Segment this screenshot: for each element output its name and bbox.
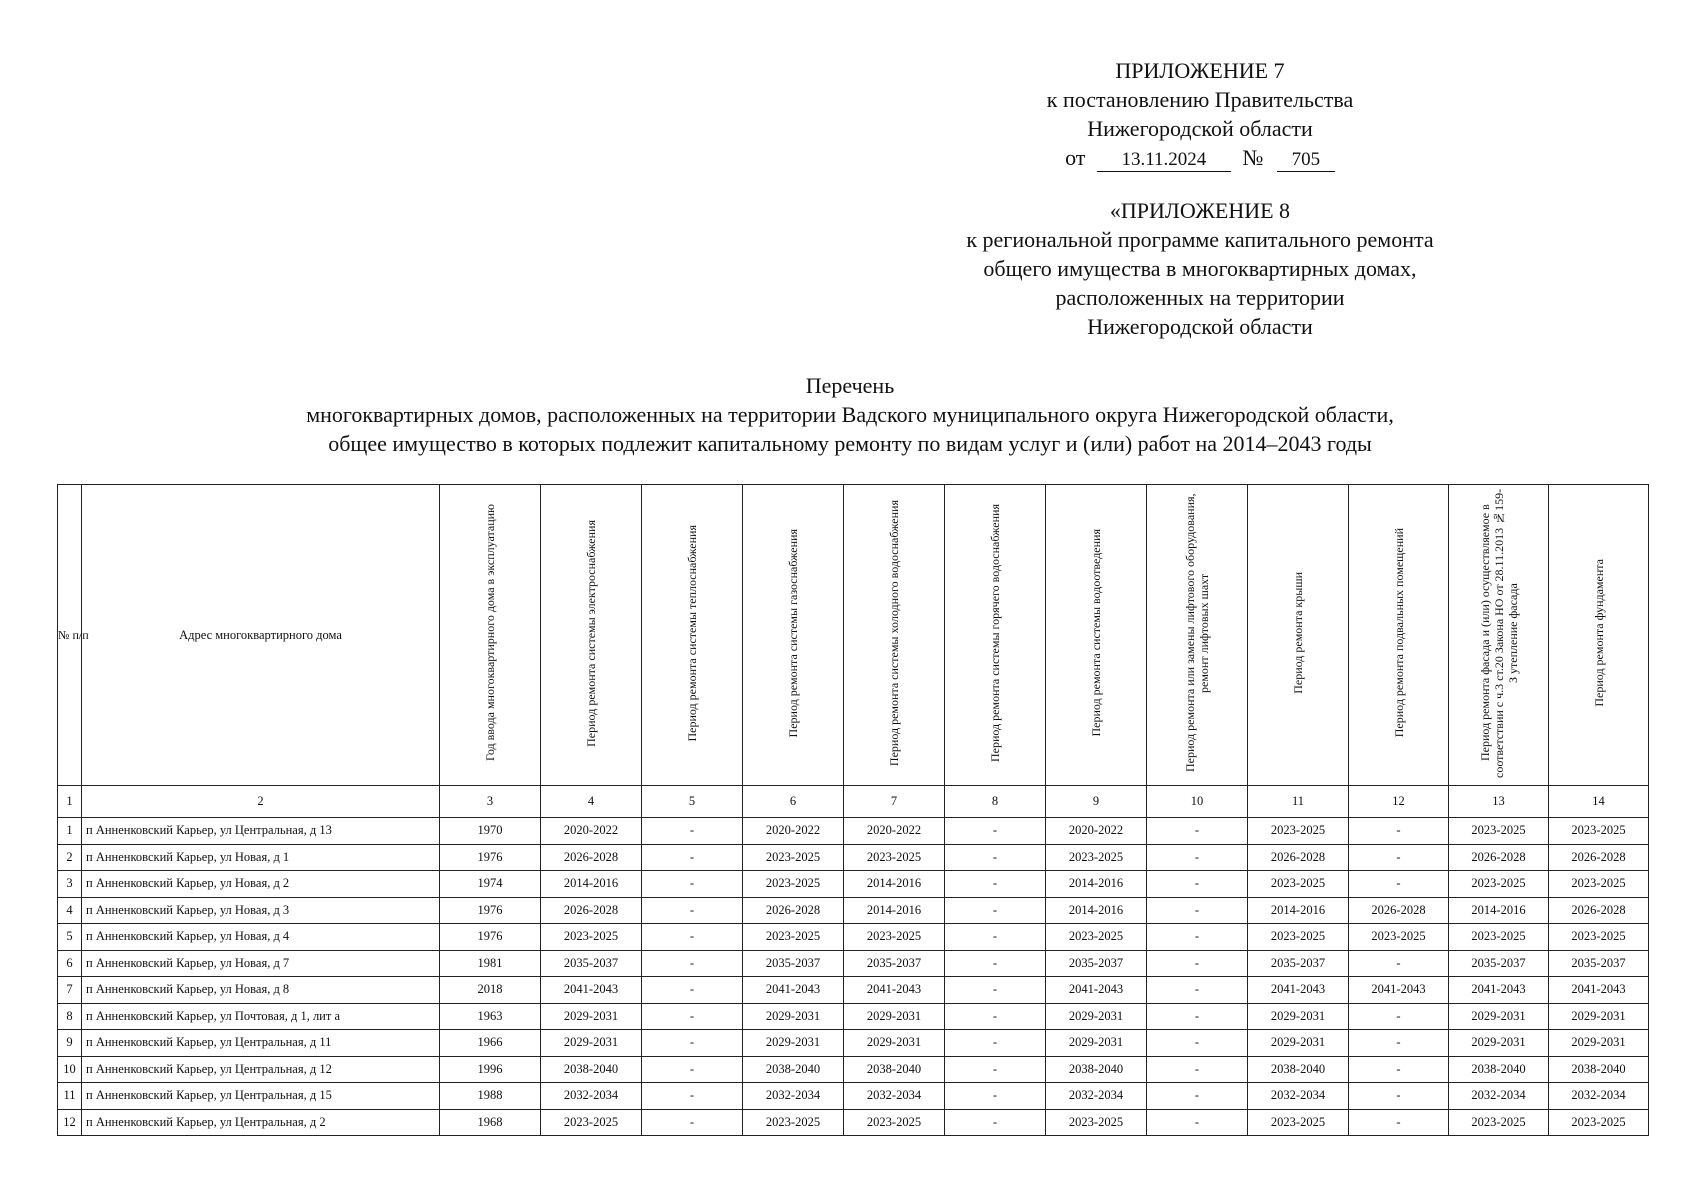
cell-foundation: 2035-2037 <box>1549 950 1649 977</box>
cell-facade: 2041-2043 <box>1449 977 1549 1004</box>
cell-basement: - <box>1349 950 1449 977</box>
cell-address: п Анненковский Карьер, ул Центральная, д 13 <box>82 818 440 845</box>
header-basement <box>1349 485 1449 786</box>
header-gas-text: Период ремонта системы газоснабжения <box>786 528 800 738</box>
cell-heating: - <box>642 1003 743 1030</box>
header-address: Адрес многоквартирного дома <box>82 485 440 786</box>
cell-year: 1970 <box>440 818 541 845</box>
cell-address: п Анненковский Карьер, ул Центральная, д 15 <box>82 1083 440 1110</box>
header-hot-water-text: Период ремонта системы горячего водоснабжения <box>988 503 1002 762</box>
cell-gas: 2023-2025 <box>743 844 844 871</box>
header-facade <box>1449 485 1549 786</box>
cell-cold-water: 2020-2022 <box>844 818 945 845</box>
cell-year: 1976 <box>440 897 541 924</box>
appendix-8-line-2: общего имущества в многоквартирных домах, <box>983 256 1417 281</box>
cell-row-number: 2 <box>58 844 82 871</box>
cell-basement: - <box>1349 1056 1449 1083</box>
list-title-line-3: общее имущество в которых подлежит капитальному ремонту по видам услуг и (или) работ на 2014–2043 годы <box>328 431 1372 456</box>
registry-table <box>57 484 1649 1136</box>
list-title <box>100 371 1600 458</box>
appendix-7-header <box>900 56 1500 172</box>
cell-roof: 2032-2034 <box>1248 1083 1349 1110</box>
cell-gas: 2023-2025 <box>743 1109 844 1136</box>
cell-heating: - <box>642 871 743 898</box>
cell-electricity: 2041-2043 <box>541 977 642 1004</box>
cell-gas: 2029-2031 <box>743 1030 844 1057</box>
cell-electricity: 2029-2031 <box>541 1003 642 1030</box>
table-row <box>58 818 1649 845</box>
cell-cold-water: 2023-2025 <box>844 924 945 951</box>
column-number: 8 <box>945 786 1046 818</box>
cell-basement: - <box>1349 1003 1449 1030</box>
table-row <box>58 950 1649 977</box>
cell-drainage: 2029-2031 <box>1046 1030 1147 1057</box>
cell-elevator: - <box>1147 1056 1248 1083</box>
cell-drainage: 2014-2016 <box>1046 871 1147 898</box>
cell-heating: - <box>642 844 743 871</box>
cell-gas: 2041-2043 <box>743 977 844 1004</box>
cell-year: 1988 <box>440 1083 541 1110</box>
column-number: 9 <box>1046 786 1147 818</box>
order-line <box>900 143 1500 172</box>
cell-address: п Анненковский Карьер, ул Центральная, д 2 <box>82 1109 440 1136</box>
cell-elevator: - <box>1147 844 1248 871</box>
cell-foundation: 2041-2043 <box>1549 977 1649 1004</box>
cell-facade: 2032-2034 <box>1449 1083 1549 1110</box>
cell-elevator: - <box>1147 897 1248 924</box>
cell-drainage: 2023-2025 <box>1046 844 1147 871</box>
cell-gas: 2023-2025 <box>743 871 844 898</box>
column-number: 3 <box>440 786 541 818</box>
cell-address: п Анненковский Карьер, ул Центральная, д 12 <box>82 1056 440 1083</box>
cell-address: п Анненковский Карьер, ул Центральная, д 11 <box>82 1030 440 1057</box>
cell-gas: 2029-2031 <box>743 1003 844 1030</box>
cell-year: 1963 <box>440 1003 541 1030</box>
column-number: 14 <box>1549 786 1649 818</box>
cell-elevator: - <box>1147 1109 1248 1136</box>
cell-address: п Анненковский Карьер, ул Новая, д 8 <box>82 977 440 1004</box>
cell-roof: 2035-2037 <box>1248 950 1349 977</box>
order-number: 705 <box>1277 149 1335 172</box>
cell-row-number: 7 <box>58 977 82 1004</box>
cell-hot-water: - <box>945 924 1046 951</box>
cell-hot-water: - <box>945 897 1046 924</box>
column-number-row <box>58 786 1649 818</box>
cell-cold-water: 2035-2037 <box>844 950 945 977</box>
cell-gas: 2035-2037 <box>743 950 844 977</box>
cell-electricity: 2026-2028 <box>541 844 642 871</box>
cell-foundation: 2038-2040 <box>1549 1056 1649 1083</box>
cell-drainage: 2023-2025 <box>1046 1109 1147 1136</box>
cell-roof: 2023-2025 <box>1248 1109 1349 1136</box>
cell-year: 1974 <box>440 871 541 898</box>
cell-foundation: 2023-2025 <box>1549 924 1649 951</box>
cell-hot-water: - <box>945 1030 1046 1057</box>
cell-basement: - <box>1349 1030 1449 1057</box>
cell-gas: 2026-2028 <box>743 897 844 924</box>
cell-electricity: 2038-2040 <box>541 1056 642 1083</box>
table-row <box>58 1030 1649 1057</box>
header-drainage-text: Период ремонта системы водоотведения <box>1089 529 1103 737</box>
table-body <box>58 818 1649 1136</box>
cell-row-number: 9 <box>58 1030 82 1057</box>
header-drainage <box>1046 485 1147 786</box>
order-from-label: от <box>1065 145 1086 170</box>
cell-facade: 2035-2037 <box>1449 950 1549 977</box>
cell-hot-water: - <box>945 871 1046 898</box>
cell-year: 1981 <box>440 950 541 977</box>
cell-heating: - <box>642 950 743 977</box>
cell-drainage: 2014-2016 <box>1046 897 1147 924</box>
order-number-sign: № <box>1242 145 1264 170</box>
cell-roof: 2029-2031 <box>1248 1030 1349 1057</box>
cell-row-number: 4 <box>58 897 82 924</box>
cell-basement: - <box>1349 1109 1449 1136</box>
cell-hot-water: - <box>945 1056 1046 1083</box>
cell-address: п Анненковский Карьер, ул Новая, д 7 <box>82 950 440 977</box>
cell-hot-water: - <box>945 1083 1046 1110</box>
appendix-8-header <box>900 196 1500 341</box>
cell-cold-water: 2041-2043 <box>844 977 945 1004</box>
table-row <box>58 977 1649 1004</box>
cell-foundation: 2023-2025 <box>1549 871 1649 898</box>
cell-roof: 2026-2028 <box>1248 844 1349 871</box>
table-header-row <box>58 485 1649 786</box>
cell-hot-water: - <box>945 977 1046 1004</box>
cell-basement: - <box>1349 1083 1449 1110</box>
cell-year: 1996 <box>440 1056 541 1083</box>
column-number: 6 <box>743 786 844 818</box>
header-electricity <box>541 485 642 786</box>
appendix-8-line-4: Нижегородской области <box>1087 314 1313 339</box>
cell-foundation: 2032-2034 <box>1549 1083 1649 1110</box>
cell-facade: 2023-2025 <box>1449 818 1549 845</box>
table-row <box>58 924 1649 951</box>
appendix-8-line-3: расположенных на территории <box>1055 285 1345 310</box>
cell-heating: - <box>642 1056 743 1083</box>
column-number: 11 <box>1248 786 1349 818</box>
cell-basement: 2023-2025 <box>1349 924 1449 951</box>
cell-facade: 2023-2025 <box>1449 924 1549 951</box>
header-basement-text: Период ремонта подвальных помещений <box>1391 528 1406 738</box>
cell-drainage: 2038-2040 <box>1046 1056 1147 1083</box>
cell-year: 1966 <box>440 1030 541 1057</box>
cell-row-number: 8 <box>58 1003 82 1030</box>
cell-gas: 2038-2040 <box>743 1056 844 1083</box>
cell-electricity: 2026-2028 <box>541 897 642 924</box>
column-number: 7 <box>844 786 945 818</box>
cell-hot-water: - <box>945 1003 1046 1030</box>
column-number: 10 <box>1147 786 1248 818</box>
header-heating-text: Период ремонта системы теплоснабжения <box>685 524 699 742</box>
cell-roof: 2023-2025 <box>1248 871 1349 898</box>
cell-gas: 2032-2034 <box>743 1083 844 1110</box>
cell-electricity: 2029-2031 <box>541 1030 642 1057</box>
cell-row-number: 5 <box>58 924 82 951</box>
header-hot-water <box>945 485 1046 786</box>
cell-foundation: 2029-2031 <box>1549 1003 1649 1030</box>
header-elevator-text: Период ремонта или замены лифтового оборудования, ремонт лифтовых шахт <box>1183 493 1211 773</box>
cell-cold-water: 2014-2016 <box>844 871 945 898</box>
cell-elevator: - <box>1147 977 1248 1004</box>
table-row <box>58 897 1649 924</box>
appendix-8-title: «ПРИЛОЖЕНИЕ 8 <box>1109 198 1291 223</box>
column-number: 5 <box>642 786 743 818</box>
cell-year: 1976 <box>440 844 541 871</box>
cell-foundation: 2023-2025 <box>1549 818 1649 845</box>
cell-roof: 2023-2025 <box>1248 818 1349 845</box>
cell-year: 2018 <box>440 977 541 1004</box>
cell-hot-water: - <box>945 1109 1046 1136</box>
list-title-line-2: многоквартирных домов, расположенных на территории Вадского муниципального округа Нижегородской области, <box>306 402 1394 427</box>
cell-address: п Анненковский Карьер, ул Почтовая, д 1, лит а <box>82 1003 440 1030</box>
cell-hot-water: - <box>945 950 1046 977</box>
header-number: № п/п <box>58 485 82 786</box>
cell-drainage: 2035-2037 <box>1046 950 1147 977</box>
cell-cold-water: 2014-2016 <box>844 897 945 924</box>
cell-facade: 2023-2025 <box>1449 1109 1549 1136</box>
cell-facade: 2029-2031 <box>1449 1030 1549 1057</box>
cell-cold-water: 2023-2025 <box>844 844 945 871</box>
header-year <box>440 485 541 786</box>
cell-basement: - <box>1349 844 1449 871</box>
cell-address: п Анненковский Карьер, ул Новая, д 1 <box>82 844 440 871</box>
cell-cold-water: 2032-2034 <box>844 1083 945 1110</box>
cell-roof: 2038-2040 <box>1248 1056 1349 1083</box>
cell-electricity: 2014-2016 <box>541 871 642 898</box>
table-row <box>58 1109 1649 1136</box>
cell-heating: - <box>642 897 743 924</box>
cell-cold-water: 2023-2025 <box>844 1109 945 1136</box>
table-row <box>58 871 1649 898</box>
cell-electricity: 2035-2037 <box>541 950 642 977</box>
cell-drainage: 2041-2043 <box>1046 977 1147 1004</box>
cell-basement: 2026-2028 <box>1349 897 1449 924</box>
cell-basement: - <box>1349 871 1449 898</box>
header-year-text: Год ввода многоквартирного дома в эксплуатацию <box>483 504 497 762</box>
cell-heating: - <box>642 924 743 951</box>
header-foundation-text: Период ремонта фундамента <box>1591 559 1606 707</box>
cell-facade: 2023-2025 <box>1449 871 1549 898</box>
cell-row-number: 1 <box>58 818 82 845</box>
header-cold-water <box>844 485 945 786</box>
cell-roof: 2023-2025 <box>1248 924 1349 951</box>
table-row <box>58 1083 1649 1110</box>
cell-gas: 2020-2022 <box>743 818 844 845</box>
cell-year: 1976 <box>440 924 541 951</box>
cell-drainage: 2020-2022 <box>1046 818 1147 845</box>
cell-hot-water: - <box>945 844 1046 871</box>
cell-row-number: 10 <box>58 1056 82 1083</box>
cell-foundation: 2026-2028 <box>1549 844 1649 871</box>
header-heating <box>642 485 743 786</box>
cell-elevator: - <box>1147 1030 1248 1057</box>
cell-heating: - <box>642 977 743 1004</box>
appendix-7-title: ПРИЛОЖЕНИЕ 7 <box>1115 58 1285 83</box>
cell-drainage: 2032-2034 <box>1046 1083 1147 1110</box>
cell-address: п Анненковский Карьер, ул Новая, д 4 <box>82 924 440 951</box>
header-roof <box>1248 485 1349 786</box>
list-title-line-1: Перечень <box>805 373 895 398</box>
column-number: 13 <box>1449 786 1549 818</box>
header-cold-water-text: Период ремонта системы холодного водоснабжения <box>887 499 901 767</box>
cell-facade: 2026-2028 <box>1449 844 1549 871</box>
cell-row-number: 11 <box>58 1083 82 1110</box>
cell-roof: 2041-2043 <box>1248 977 1349 1004</box>
appendix-7-line-1: к постановлению Правительства <box>1046 87 1354 112</box>
appendix-8-line-1: к региональной программе капитального ремонта <box>966 227 1434 252</box>
cell-elevator: - <box>1147 818 1248 845</box>
cell-electricity: 2023-2025 <box>541 924 642 951</box>
cell-heating: - <box>642 818 743 845</box>
cell-basement: - <box>1349 818 1449 845</box>
cell-foundation: 2029-2031 <box>1549 1030 1649 1057</box>
cell-roof: 2014-2016 <box>1248 897 1349 924</box>
column-number: 1 <box>58 786 82 818</box>
cell-address: п Анненковский Карьер, ул Новая, д 2 <box>82 871 440 898</box>
cell-cold-water: 2029-2031 <box>844 1030 945 1057</box>
cell-electricity: 2023-2025 <box>541 1109 642 1136</box>
header-electricity-text: Период ремонта системы электроснабжения <box>584 519 598 747</box>
cell-foundation: 2026-2028 <box>1549 897 1649 924</box>
cell-heating: - <box>642 1109 743 1136</box>
cell-elevator: - <box>1147 924 1248 951</box>
cell-facade: 2038-2040 <box>1449 1056 1549 1083</box>
order-date: 13.11.2024 <box>1097 149 1231 172</box>
cell-drainage: 2029-2031 <box>1046 1003 1147 1030</box>
cell-elevator: - <box>1147 950 1248 977</box>
column-number: 2 <box>82 786 440 818</box>
column-number: 12 <box>1349 786 1449 818</box>
cell-row-number: 12 <box>58 1109 82 1136</box>
cell-electricity: 2032-2034 <box>541 1083 642 1110</box>
column-number: 4 <box>541 786 642 818</box>
cell-hot-water: - <box>945 818 1046 845</box>
cell-elevator: - <box>1147 1003 1248 1030</box>
cell-row-number: 3 <box>58 871 82 898</box>
cell-cold-water: 2029-2031 <box>844 1003 945 1030</box>
header-foundation <box>1549 485 1649 786</box>
table-row <box>58 844 1649 871</box>
cell-address: п Анненковский Карьер, ул Новая, д 3 <box>82 897 440 924</box>
appendix-7-line-2: Нижегородской области <box>1087 116 1313 141</box>
cell-year: 1968 <box>440 1109 541 1136</box>
cell-cold-water: 2038-2040 <box>844 1056 945 1083</box>
cell-electricity: 2020-2022 <box>541 818 642 845</box>
header-facade-text: Период ремонта фасада и (или) осуществляемое в соответствии с ч.3 ст.20 Закона НО от 28.11.2013 №159-З утепление фасада <box>1477 488 1520 778</box>
cell-elevator: - <box>1147 1083 1248 1110</box>
cell-basement: 2041-2043 <box>1349 977 1449 1004</box>
table-row <box>58 1056 1649 1083</box>
header-gas <box>743 485 844 786</box>
cell-facade: 2014-2016 <box>1449 897 1549 924</box>
cell-heating: - <box>642 1083 743 1110</box>
cell-gas: 2023-2025 <box>743 924 844 951</box>
cell-heating: - <box>642 1030 743 1057</box>
header-roof-text: Период ремонта крыши <box>1291 572 1305 694</box>
cell-foundation: 2023-2025 <box>1549 1109 1649 1136</box>
header-elevator <box>1147 485 1248 786</box>
cell-facade: 2029-2031 <box>1449 1003 1549 1030</box>
cell-roof: 2029-2031 <box>1248 1003 1349 1030</box>
cell-drainage: 2023-2025 <box>1046 924 1147 951</box>
cell-row-number: 6 <box>58 950 82 977</box>
table-row <box>58 1003 1649 1030</box>
cell-elevator: - <box>1147 871 1248 898</box>
